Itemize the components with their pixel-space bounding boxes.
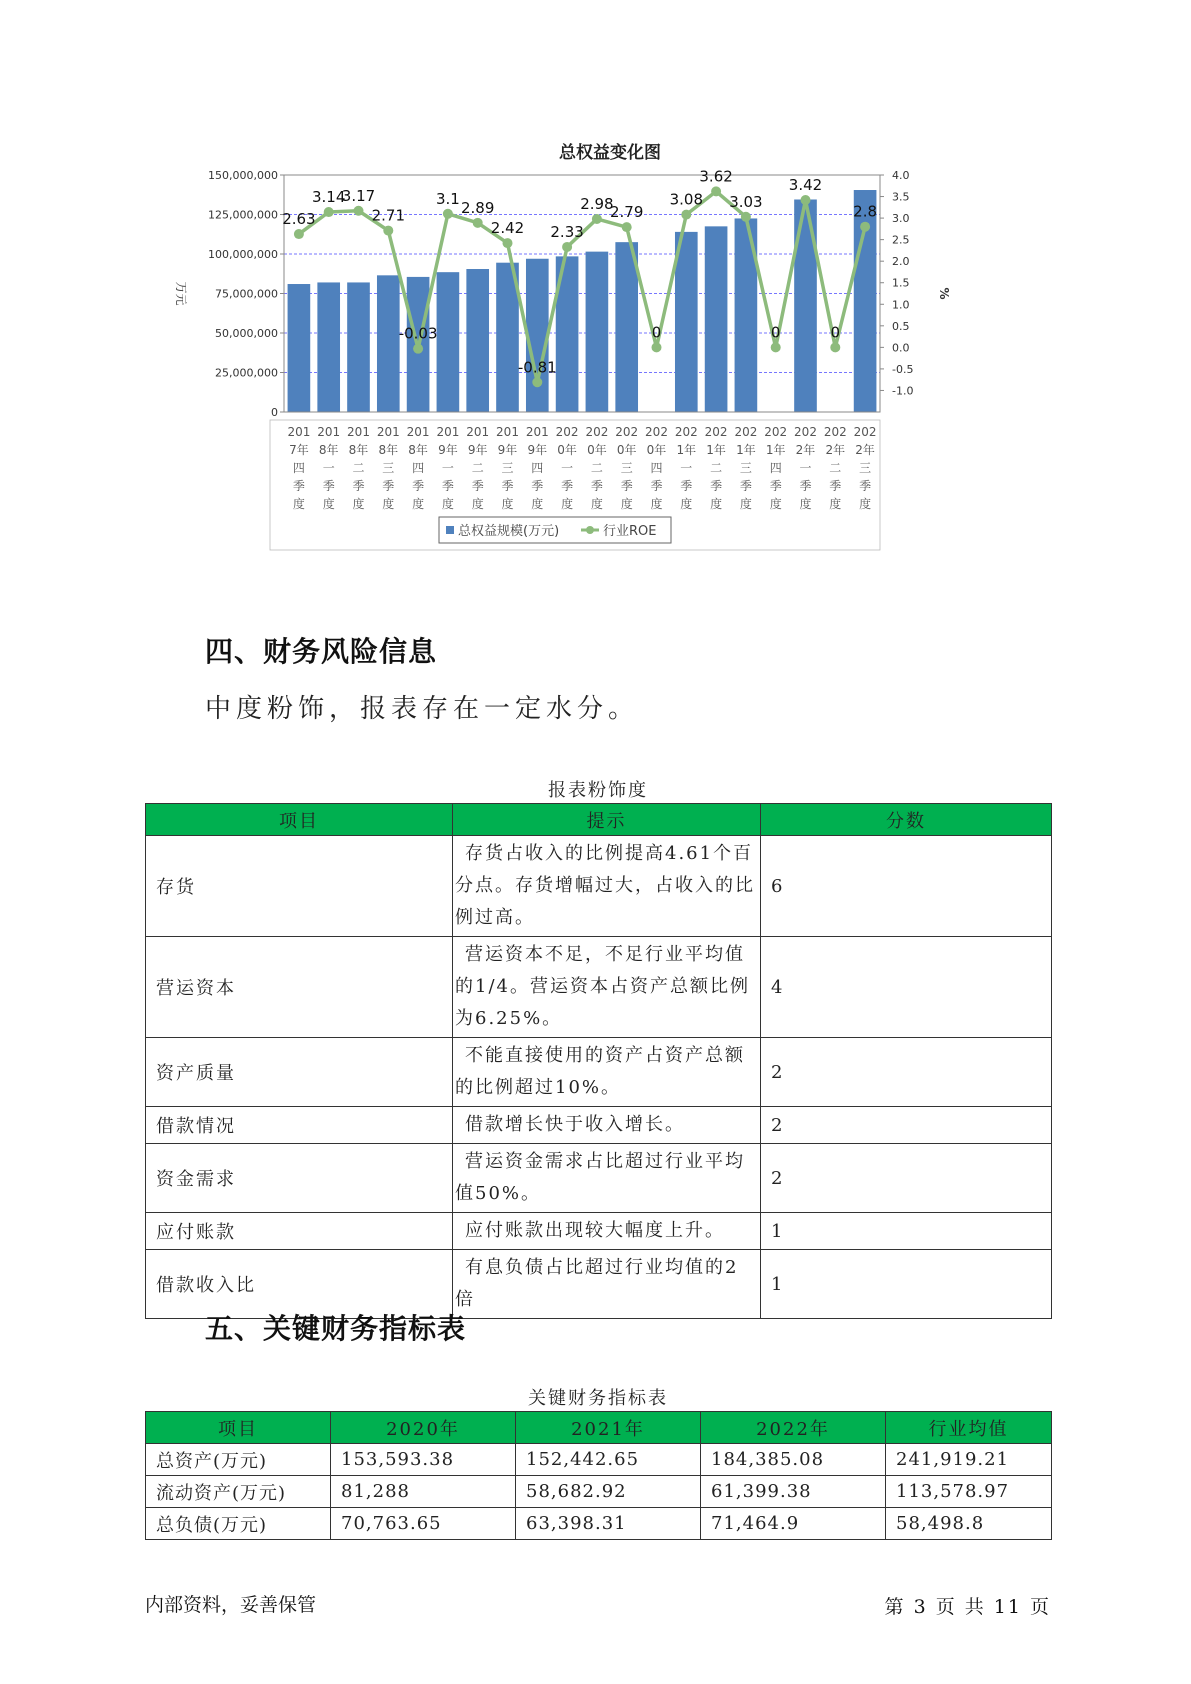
- roe-point: [771, 342, 781, 352]
- x-tick-label: 201: [287, 425, 311, 439]
- x-tick-label: 三: [859, 461, 872, 475]
- x-tick-label: 度: [441, 497, 454, 511]
- x-tick-label: 季: [531, 479, 544, 493]
- y-right-tick-label: 1.5: [892, 276, 910, 290]
- x-tick-label: 202: [794, 425, 817, 439]
- y-right-tick-label: -0.5: [892, 362, 914, 376]
- score-cell: 2: [761, 1107, 1052, 1144]
- x-tick-label: 201: [436, 425, 460, 439]
- y-left-tick-label: 0: [271, 406, 278, 419]
- value-cell: 152,442.65: [516, 1444, 701, 1476]
- x-tick-label: 度: [739, 497, 752, 511]
- x-tick-label: 一: [680, 461, 693, 475]
- tip-line: 应付账款出现较大幅度上升。: [465, 1220, 725, 1241]
- table-header-cell: 项目: [146, 804, 453, 836]
- equity-bar: [675, 232, 698, 412]
- y-left-tick-label: 100,000,000: [208, 248, 278, 261]
- tip-line: 为6.25%。: [455, 1008, 563, 1029]
- roe-point: [741, 212, 751, 222]
- x-tick-label: 度: [382, 497, 395, 511]
- x-tick-label: 202: [823, 425, 847, 439]
- table-row: [146, 1144, 1052, 1213]
- equity-bar: [526, 259, 549, 412]
- x-tick-label: 季: [710, 479, 723, 493]
- x-tick-label: 四: [292, 461, 305, 475]
- table-header-cell: 2021年: [516, 1412, 701, 1444]
- x-tick-label: 季: [799, 479, 812, 493]
- tip-line: 营运资本不足，不足行业平均值: [465, 944, 745, 965]
- y-right-tick-label: 3.0: [892, 212, 910, 226]
- x-tick-label: 季: [322, 479, 335, 493]
- value-cell: 81,288: [331, 1476, 516, 1508]
- x-tick-label: 季: [471, 479, 484, 493]
- x-tick-label: 度: [501, 497, 514, 511]
- x-tick-label: 8年: [318, 443, 339, 457]
- value-cell: 153,593.38: [331, 1444, 516, 1476]
- x-tick-label: 1年: [765, 443, 786, 457]
- item-cell: 应付账款: [146, 1213, 453, 1250]
- roe-data-label: 0: [830, 323, 841, 342]
- roe-data-label: 0: [651, 323, 662, 342]
- table-row: [146, 1107, 1052, 1144]
- equity-bar: [586, 252, 609, 412]
- x-tick-label: 一: [441, 461, 454, 475]
- y-left-axis-label: 万元: [174, 281, 188, 306]
- y-right-tick-label: 1.0: [892, 298, 910, 312]
- roe-point: [532, 377, 542, 387]
- tip-line: 存货占收入的比例提高4.61个百: [465, 843, 754, 864]
- y-right-tick-label: 0.5: [892, 319, 910, 333]
- x-tick-label: 二: [352, 461, 365, 475]
- legend-line-marker: [586, 526, 594, 534]
- window-dressing-table: [145, 803, 1052, 1319]
- roe-point: [830, 342, 840, 352]
- roe-point: [503, 238, 513, 248]
- roe-data-label: 0: [770, 323, 781, 342]
- y-left-tick-label: 150,000,000: [208, 169, 278, 182]
- x-tick-label: 度: [769, 497, 782, 511]
- x-tick-label: 季: [739, 479, 752, 493]
- tip-line: 值50%。: [455, 1183, 542, 1204]
- x-tick-label: 三: [501, 461, 514, 475]
- tip-cell: [453, 1038, 761, 1107]
- score-cell: 1: [761, 1250, 1052, 1319]
- table-header-cell: 提示: [453, 804, 761, 836]
- window-dressing-table-caption: 报表粉饰度: [548, 780, 648, 801]
- x-tick-label: 季: [620, 479, 633, 493]
- roe-data-label: 2.89: [460, 198, 495, 217]
- y-left-tick-label: 25,000,000: [215, 366, 278, 380]
- x-tick-label: 度: [680, 497, 693, 511]
- equity-bar: [347, 282, 370, 412]
- x-tick-label: 0年: [646, 443, 667, 457]
- roe-data-label: 3.03: [729, 192, 763, 211]
- x-tick-label: 度: [292, 497, 305, 511]
- chart-title: 总权益变化图: [559, 143, 661, 163]
- item-cell: 借款情况: [146, 1107, 453, 1144]
- x-tick-label: 四: [531, 461, 544, 475]
- equity-bar: [288, 284, 311, 412]
- equity-bar: [615, 242, 638, 412]
- roe-data-label: 2.71: [371, 206, 406, 225]
- roe-point: [711, 186, 721, 196]
- x-tick-label: 三: [620, 461, 633, 475]
- value-cell: 113,578.97: [886, 1476, 1052, 1508]
- roe-point: [383, 226, 393, 236]
- x-tick-label: 季: [292, 479, 305, 493]
- footer-page-number: 第 3 页 共 11 页: [884, 1596, 1051, 1618]
- x-tick-label: 季: [650, 479, 663, 493]
- tip-line: 的1/4。营运资本占资产总额比例: [455, 976, 750, 997]
- roe-point: [413, 344, 423, 354]
- tip-line: 的比例超过10%。: [455, 1077, 622, 1098]
- roe-data-label: -0.03: [398, 324, 438, 343]
- x-tick-label: 8年: [408, 443, 428, 457]
- item-cell: 总资产(万元): [146, 1444, 331, 1476]
- x-tick-label: 季: [590, 479, 603, 493]
- risk-summary: 中度粉饰，报表存在一定水分。: [205, 694, 640, 724]
- item-cell: 资金需求: [146, 1144, 453, 1213]
- tip-cell: [453, 1213, 761, 1250]
- x-tick-label: 季: [382, 479, 395, 493]
- roe-data-label: -0.81: [517, 358, 557, 377]
- y-right-tick-label: 2.0: [892, 255, 910, 269]
- value-cell: 61,399.38: [701, 1476, 886, 1508]
- x-tick-label: 度: [471, 497, 484, 511]
- tip-cell: [453, 1107, 761, 1144]
- roe-point: [801, 195, 811, 205]
- table-header-cell: 行业均值: [886, 1412, 1052, 1444]
- x-tick-label: 0年: [587, 443, 607, 457]
- score-cell: 6: [761, 836, 1052, 937]
- key-indicators-table: [145, 1411, 1052, 1540]
- equity-bar: [466, 269, 489, 412]
- x-tick-label: 1年: [736, 443, 756, 457]
- section-5-heading: 五、关键财务指标表: [205, 1312, 467, 1345]
- x-tick-label: 季: [441, 479, 454, 493]
- x-tick-label: 四: [650, 461, 663, 475]
- equity-chart: [150, 130, 1050, 600]
- roe-data-label: 3.62: [699, 167, 733, 186]
- x-tick-label: 季: [859, 479, 872, 493]
- table-header-cell: 分数: [761, 804, 1052, 836]
- x-tick-label: 201: [317, 425, 341, 439]
- x-tick-label: 度: [352, 497, 365, 511]
- roe-data-label: 3.42: [788, 175, 823, 194]
- x-tick-label: 0年: [616, 443, 637, 457]
- table-header-cell: 项目: [146, 1412, 331, 1444]
- roe-data-label: 2.42: [490, 219, 525, 238]
- x-tick-label: 季: [680, 479, 693, 493]
- roe-point: [592, 214, 602, 224]
- tip-line: 分点。存货增幅过大，占收入的比: [455, 875, 755, 896]
- item-cell: 资产质量: [146, 1038, 453, 1107]
- x-tick-label: 9年: [467, 443, 488, 457]
- table-row: [146, 1213, 1052, 1250]
- item-cell: 营运资本: [146, 937, 453, 1038]
- roe-point: [860, 222, 870, 232]
- roe-point: [622, 222, 632, 232]
- x-tick-label: 度: [859, 497, 872, 511]
- x-tick-label: 度: [650, 497, 663, 511]
- equity-bar: [317, 282, 340, 412]
- table-row: [146, 1508, 1052, 1540]
- tip-cell: [453, 1250, 761, 1319]
- x-tick-label: 季: [769, 479, 782, 493]
- table-header-cell: 2022年: [701, 1412, 886, 1444]
- value-cell: 184,385.08: [701, 1444, 886, 1476]
- x-tick-label: 度: [412, 497, 425, 511]
- x-tick-label: 季: [412, 479, 425, 493]
- table-row: [146, 1444, 1052, 1476]
- x-tick-label: 度: [322, 497, 335, 511]
- x-tick-label: 202: [615, 425, 639, 439]
- x-tick-label: 201: [496, 425, 519, 439]
- roe-point: [652, 342, 662, 352]
- x-tick-label: 202: [764, 425, 788, 439]
- table-header-cell: 2020年: [331, 1412, 516, 1444]
- tip-line: 有息负债占比超过行业均值的2倍: [455, 1257, 739, 1310]
- roe-point: [562, 242, 572, 252]
- roe-data-label: 2.63: [282, 210, 316, 229]
- x-tick-label: 8年: [378, 443, 399, 457]
- y-right-tick-label: 2.5: [892, 233, 910, 247]
- x-tick-label: 四: [769, 461, 782, 475]
- x-tick-label: 二: [829, 461, 842, 475]
- tip-cell: [453, 836, 761, 937]
- item-cell: 总负债(万元): [146, 1508, 331, 1540]
- x-tick-label: 202: [734, 425, 758, 439]
- table-row: [146, 937, 1052, 1038]
- score-cell: 2: [761, 1144, 1052, 1213]
- x-tick-label: 季: [561, 479, 574, 493]
- score-cell: 1: [761, 1213, 1052, 1250]
- x-tick-label: 三: [382, 461, 395, 475]
- x-tick-label: 度: [829, 497, 842, 511]
- x-tick-label: 季: [352, 479, 365, 493]
- x-tick-label: 202: [704, 425, 728, 439]
- tip-line: 不能直接使用的资产占资产总额: [465, 1045, 745, 1066]
- roe-data-label: 3.1: [435, 189, 460, 208]
- x-tick-label: 9年: [438, 443, 458, 457]
- x-tick-label: 度: [799, 497, 812, 511]
- x-tick-label: 9年: [497, 443, 518, 457]
- x-tick-label: 一: [799, 461, 812, 475]
- x-tick-label: 202: [555, 425, 579, 439]
- x-tick-label: 二: [590, 461, 603, 475]
- item-cell: 流动资产(万元): [146, 1476, 331, 1508]
- x-tick-label: 201: [525, 425, 549, 439]
- legend-bar-label: 总权益规模(万元): [458, 524, 560, 539]
- legend-line-label: 行业ROE: [603, 524, 657, 539]
- tip-cell: [453, 1144, 761, 1213]
- x-tick-label: 0年: [557, 443, 577, 457]
- footer-confidential: 内部资料，妥善保管: [145, 1594, 317, 1616]
- value-cell: 58,682.92: [516, 1476, 701, 1508]
- roe-point: [354, 206, 364, 216]
- x-tick-label: 三: [739, 461, 752, 475]
- roe-point: [443, 209, 453, 219]
- x-tick-label: 201: [466, 425, 490, 439]
- x-tick-label: 2年: [855, 443, 875, 457]
- x-tick-label: 202: [585, 425, 609, 439]
- x-tick-label: 季: [829, 479, 842, 493]
- x-tick-label: 度: [620, 497, 633, 511]
- tip-line: 例过高。: [455, 907, 535, 928]
- roe-point: [324, 207, 334, 217]
- roe-point: [681, 210, 691, 220]
- legend-bar-swatch: [446, 526, 454, 534]
- y-left-tick-label: 75,000,000: [215, 287, 278, 301]
- roe-data-label: 2.98: [580, 194, 614, 213]
- roe-data-label: 3.08: [669, 190, 704, 209]
- x-tick-label: 度: [590, 497, 603, 511]
- roe-data-label: 2.79: [609, 203, 644, 222]
- score-cell: 4: [761, 937, 1052, 1038]
- table-row: [146, 1476, 1052, 1508]
- value-cell: 63,398.31: [516, 1508, 701, 1540]
- roe-data-label: 2.8: [853, 202, 878, 221]
- tip-cell: [453, 937, 761, 1038]
- y-right-tick-label: -1.0: [892, 384, 914, 398]
- y-right-tick-label: 0.0: [892, 341, 910, 355]
- x-tick-label: 二: [471, 461, 484, 475]
- value-cell: 70,763.65: [331, 1508, 516, 1540]
- y-right-tick-label: 3.5: [892, 190, 910, 204]
- x-tick-label: 201: [347, 425, 370, 439]
- table-row: [146, 836, 1052, 937]
- item-cell: 存货: [146, 836, 453, 937]
- y-right-axis-label: %: [937, 287, 951, 300]
- equity-bar: [437, 272, 460, 412]
- x-tick-label: 季: [501, 479, 514, 493]
- x-tick-label: 202: [645, 425, 668, 439]
- roe-point: [473, 218, 483, 228]
- x-tick-label: 一: [322, 461, 335, 475]
- x-tick-label: 2年: [825, 443, 846, 457]
- roe-data-label: 3.17: [341, 186, 376, 205]
- x-tick-label: 1年: [706, 443, 726, 457]
- table-row: [146, 1038, 1052, 1107]
- x-tick-label: 二: [710, 461, 723, 475]
- x-tick-label: 201: [376, 425, 400, 439]
- x-tick-label: 202: [853, 425, 877, 439]
- equity-bar: [377, 275, 400, 412]
- x-tick-label: 8年: [348, 443, 369, 457]
- score-cell: 2: [761, 1038, 1052, 1107]
- x-tick-label: 一: [561, 461, 574, 475]
- roe-data-label: 2.33: [550, 222, 584, 241]
- x-tick-label: 度: [531, 497, 544, 511]
- value-cell: 58,498.8: [886, 1508, 1052, 1540]
- roe-point: [294, 229, 304, 239]
- x-tick-label: 四: [412, 461, 425, 475]
- x-tick-label: 度: [710, 497, 723, 511]
- y-left-tick-label: 50,000,000: [215, 327, 278, 340]
- roe-data-label: 3.14: [311, 188, 346, 207]
- x-tick-label: 201: [406, 425, 430, 439]
- key-indicators-table-caption: 关键财务指标表: [528, 1388, 668, 1409]
- section-4-heading: 四、财务风险信息: [205, 635, 438, 668]
- value-cell: 241,919.21: [886, 1444, 1052, 1476]
- y-right-tick-label: 4.0: [892, 169, 910, 182]
- value-cell: 71,464.9: [701, 1508, 886, 1540]
- x-tick-label: 度: [561, 497, 574, 511]
- y-left-tick-label: 125,000,000: [208, 208, 278, 222]
- equity-bar: [705, 226, 728, 412]
- x-tick-label: 1年: [676, 443, 697, 457]
- tip-line: 借款增长快于收入增长。: [465, 1114, 685, 1135]
- item-cell: 借款收入比: [146, 1250, 453, 1319]
- x-tick-label: 202: [674, 425, 698, 439]
- x-tick-label: 2年: [795, 443, 816, 457]
- tip-line: 营运资金需求占比超过行业平均: [465, 1151, 745, 1172]
- x-tick-label: 9年: [527, 443, 548, 457]
- x-tick-label: 7年: [289, 443, 309, 457]
